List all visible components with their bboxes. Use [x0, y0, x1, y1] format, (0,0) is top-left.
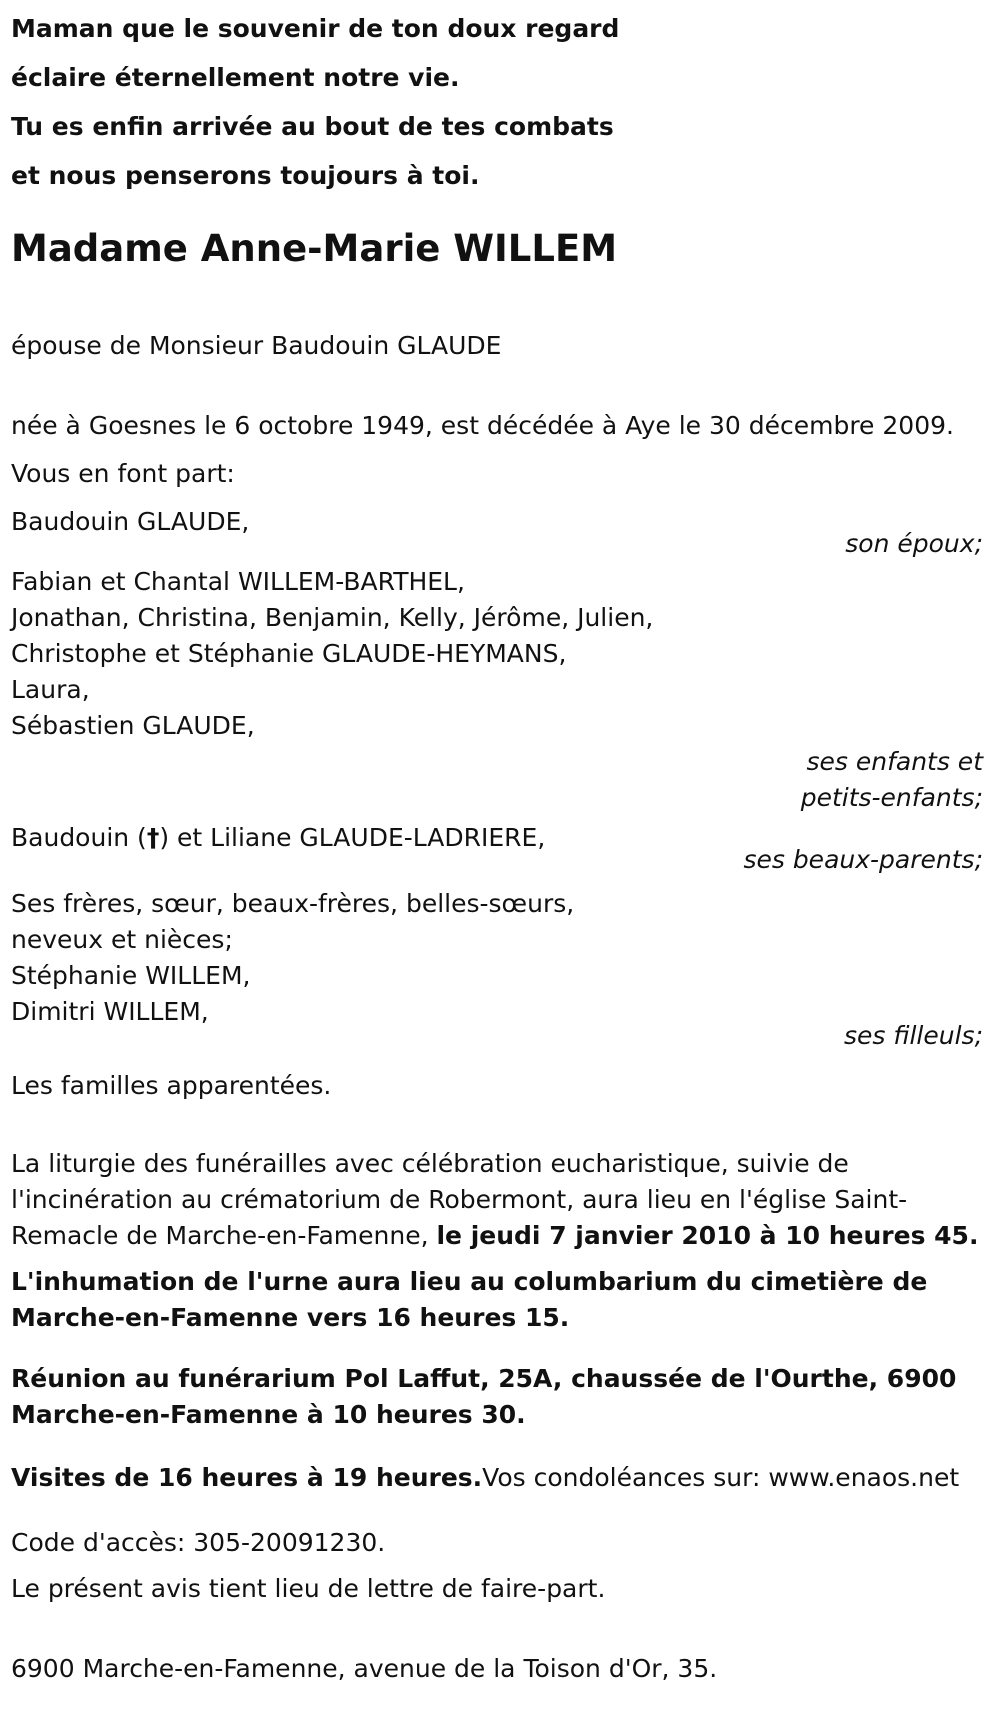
visits-paragraph	[11, 1458, 983, 1498]
family-name: Sébastien GLAUDE,	[11, 711, 255, 740]
family-name: Fabian et Chantal WILLEM-BARTHEL,	[11, 567, 465, 596]
spouse-group	[11, 502, 983, 564]
family-role: petits-enfants;	[800, 783, 983, 812]
inhumation-paragraph: L'inhumation de l'urne aura lieu au columbarium du cimetière de Marche-en-Famenne vers 16 heures 15.	[11, 1267, 928, 1332]
poem-line: éclaire éternellement notre vie.	[11, 63, 460, 92]
poem-line: et nous penserons toujours à toi.	[11, 161, 480, 190]
liturgy-date: le jeudi 7 janvier 2010 à 10 heures 45.	[436, 1221, 979, 1250]
condolences-text: Vos condoléances sur: www.enaos.net	[482, 1463, 960, 1492]
liturgy-text: La liturgie des funérailles avec célébration eucharistique, suivie de l'incinération au crématorium de Robermont, aura lieu en l'église Saint-Remacle de Marche-en-Famenne,	[11, 1149, 908, 1250]
inlaws-name-end: ) et Liliane GLAUDE-LADRIERE,	[159, 823, 546, 852]
inlaws-group	[11, 818, 983, 880]
family-name: Stéphanie WILLEM,	[11, 961, 251, 990]
related-families: Les familles apparentées.	[11, 1071, 332, 1100]
poem	[11, 4, 983, 200]
access-code: Code d'accès: 305-20091230.	[11, 1528, 386, 1557]
family-name: Dimitri WILLEM,	[11, 997, 209, 1026]
family-role: ses enfants et	[806, 747, 983, 776]
announcement-intro: Vous en font part:	[11, 459, 235, 488]
poem-line: Maman que le souvenir de ton doux regard	[11, 14, 620, 43]
cross-icon: †	[146, 823, 160, 852]
notice-line: Le présent avis tient lieu de lettre de faire-part.	[11, 1574, 606, 1603]
poem-line: Tu es enfin arrivée au bout de tes combats	[11, 112, 614, 141]
visits-hours: Visites de 16 heures à 19 heures.	[11, 1463, 483, 1492]
family-name: Ses frères, sœur, beaux-frères, belles-sœurs,	[11, 889, 575, 918]
liturgy-paragraph	[11, 1146, 983, 1254]
family-name: Christophe et Stéphanie GLAUDE-HEYMANS,	[11, 639, 567, 668]
deceased-name: Madame Anne-Marie WILLEM	[11, 227, 618, 270]
family-name: neveux et nièces;	[11, 925, 233, 954]
family-role: ses filleuls;	[843, 1021, 983, 1050]
spouse-line: épouse de Monsieur Baudouin GLAUDE	[11, 331, 502, 360]
family-name: Jonathan, Christina, Benjamin, Kelly, Jérôme, Julien,	[11, 603, 654, 632]
funeral-home-address: 6900 Marche-en-Famenne, avenue de la Toison d'Or, 35.	[11, 1654, 718, 1683]
godchildren-group	[11, 886, 983, 1056]
family-name: Baudouin GLAUDE,	[11, 507, 250, 536]
children-group	[11, 564, 983, 816]
family-role: ses beaux-parents;	[743, 845, 983, 874]
reunion-paragraph: Réunion au funérarium Pol Laffut, 25A, chaussée de l'Ourthe, 6900 Marche-en-Famenne à 10 heures 30.	[11, 1364, 957, 1429]
birth-death-line: née à Goesnes le 6 octobre 1949, est décédée à Aye le 30 décembre 2009.	[11, 411, 954, 440]
obituary-notice	[11, 4, 983, 1689]
family-role: son époux;	[845, 529, 983, 558]
family-name: Laura,	[11, 675, 90, 704]
inlaws-name-start: Baudouin (	[11, 823, 147, 852]
